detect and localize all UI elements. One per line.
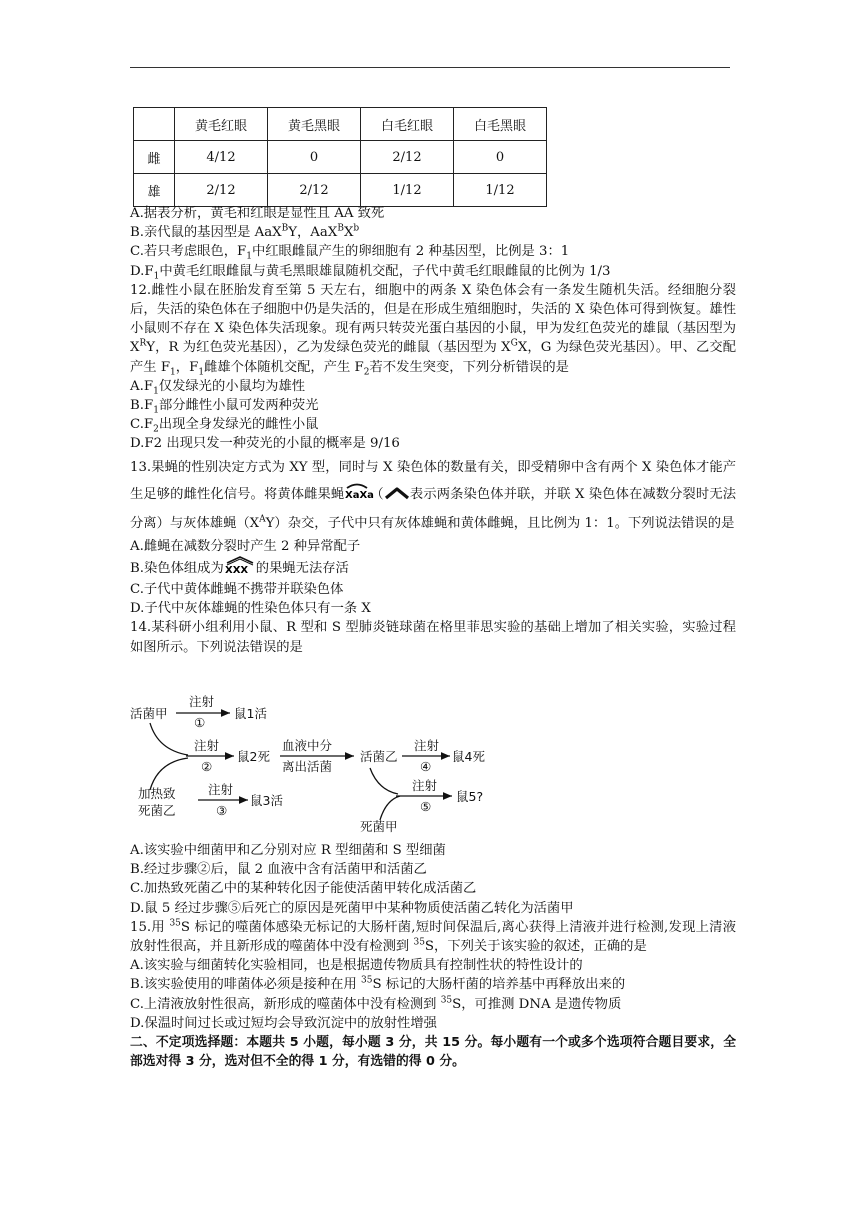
label-mouse2: 鼠2死 <box>237 749 270 764</box>
label-inject-2: 注射 <box>194 738 220 753</box>
label-mouse4: 鼠4死 <box>452 749 485 764</box>
label-heat-killed-2: 死菌乙 <box>138 803 176 818</box>
q14-stem: 14.某科研小组利用小鼠、R 型和 S 型肺炎链球菌在格里菲思实验的基础上增加了相关实验，实验过程如图所示。下列说法错误的是 <box>130 620 736 655</box>
label-inject-4: 注射 <box>414 738 440 753</box>
label-mouse1: 鼠1活 <box>234 706 267 721</box>
table-row <box>134 174 547 207</box>
table-header-cell: 黄毛黑眼 <box>268 108 361 141</box>
table-header-cell: 黄毛红眼 <box>175 108 268 141</box>
q14-option-b: B.经过步骤②后，鼠 2 血液中含有活菌甲和活菌乙 <box>130 862 427 878</box>
label-separate-2: 离出活菌 <box>282 759 333 774</box>
label-inject-5: 注射 <box>412 778 438 793</box>
q12-option-c: $C.F_2$出现全身发绿光的雌性小鼠 <box>130 417 319 435</box>
q14-option-d: D.鼠 5 经过步骤⑤后死亡的原因是死菌甲中某种物质使活菌乙转化为活菌甲 <box>130 900 574 916</box>
genotype-table <box>133 107 547 207</box>
label-mouse5: 鼠5? <box>456 789 484 804</box>
q15-option-c: C.上清液放射性很高，新形成的噬菌体中没有检测到 $^{35}$S，可推测 DNA 是遗传物质 <box>130 995 622 1012</box>
table-header-cell: 白毛黑眼 <box>454 108 547 141</box>
q13-option-d: D.子代中灰体雄蝇的性染色体只有一条 X <box>130 601 371 617</box>
table-cell: 1/12 <box>361 174 454 207</box>
label-live-bacteria-a: 活菌甲 <box>130 706 168 721</box>
table-header-cell <box>134 108 175 141</box>
attached-chromosome-icon <box>384 483 410 510</box>
label-separate-1: 血液中分 <box>282 738 333 753</box>
q11-option-c: C.若只考虑眼色，$F_1$中红眼雌鼠产生的卵细胞有 2 种基因型，比例是 3：1 <box>130 244 570 263</box>
svg-text:XXX: XXX <box>224 564 248 576</box>
q12-option-d: D.F2 出现只发一种荧光的小鼠的概率是 9/16 <box>130 436 400 452</box>
row-label: 雄 <box>134 174 175 207</box>
q12-option-a: $A.F_1$仅发绿光的小鼠均为雄性 <box>130 378 306 397</box>
questions-block-2 <box>130 841 736 1071</box>
merge-curve-top <box>150 723 188 755</box>
q13-option-a: A.雌蝇在减数分裂时产生 2 种异常配子 <box>130 538 361 554</box>
table-header-cell: 白毛红眼 <box>361 108 454 141</box>
table-cell: 1/12 <box>454 174 547 207</box>
row-label: 雌 <box>134 141 175 174</box>
table-cell: 2/12 <box>175 174 268 207</box>
table-header-row <box>134 108 547 141</box>
q13-stem: 13.果蝇的性别决定方式为 XY 型，同时与 X 染色体的数量有关，即受精卵中含有两个 X 染色体才能产生足够的雌性化信号。将黄体雌果蝇 XaXa （ 表示两条染色体并联，并联 X 染色体在减数分裂时无法分离）与灰体雄蝇$(X^AY)$杂交，子代中只有灰体雄蝇和黄体雌蝇，且比例为 1：1。下列说法错误的是 <box>130 459 737 531</box>
q11-option-b: B.亲代鼠的基因型是 AaX$^B$Y，$AaX^BX^b$ <box>130 223 360 241</box>
q11-option-a: A.据表分析，黄毛和红眼是显性且 AA 致死 <box>130 206 385 221</box>
q15-stem: 15.用 $^{35}$S 标记的噬菌体感染无标记的大肠杆菌,短时间保温后,离心获得上清液并进行检测,发现上清液放射性很高，并且新形成的噬菌体中没有检测到 $^{35}$S，下列关于该实验的叙述，正确的是 <box>130 918 737 955</box>
q13-option-b: B.染色体组成为 XXX 的果蝇无法存活 <box>130 556 736 580</box>
q13-option-c: C.子代中黄体雌蝇不携带并联染色体 <box>130 582 344 598</box>
q12-stem: 12.雌性小鼠在胚胎发育至第 5 天左右，细胞中的两条 X 染色体会有一条发生随机失活。经细胞分裂后，失活的染色体在子细胞中仍是失活的，但是在形成生殖细胞时，失活的 X 染色体可得到恢复。雄性小鼠则不存在 X 染色体失活现象。现有两只转荧光蛋白基因的小鼠，甲为发红色荧光的雄鼠（基因型为 $X^RY$，R 为红色荧光基因），乙为发绿色荧光的雌鼠（基因型为 $X^GX$，G 为绿色荧光基因）。甲、乙交配产生 $F_1$，$F_1$雌雄个体随机交配，产生 $F_2$若不发生突变，下列分析错误的是 <box>130 282 736 378</box>
table-cell: 2/12 <box>268 174 361 207</box>
label-dead-bacteria-a: 死菌甲 <box>360 819 398 834</box>
table-cell: 4/12 <box>175 141 268 174</box>
griffith-experiment-diagram <box>130 694 550 838</box>
table-cell: 0 <box>454 141 547 174</box>
label-mouse3: 鼠3活 <box>250 793 283 808</box>
label-inject-1: 注射 <box>189 694 215 709</box>
label-step3: ③ <box>216 803 228 818</box>
q14-option-a: A.该实验中细菌甲和乙分别对应 R 型细菌和 S 型细菌 <box>130 843 446 858</box>
questions-block-1 <box>130 204 736 657</box>
merge-curve-bottom-2 <box>380 796 400 820</box>
q15-option-b: B.该实验使用的啡菌体必须是接种在用 $^{35}$S 标记的大肠杆菌的培养基中再释放出来的 <box>130 976 626 993</box>
q15-option-d: D.保温时间过长或过短均会导致沉淀中的放射性增强 <box>130 1015 437 1031</box>
header-rule <box>130 67 730 68</box>
label-step2: ② <box>201 759 213 774</box>
table-cell: 2/12 <box>361 141 454 174</box>
q11-option-d: $D.F_1$中黄毛红眼雌鼠与黄毛黑眼雄鼠随机交配，子代中黄毛红眼雌鼠的比例为 1/3 <box>130 263 611 282</box>
q14-option-c: C.加热致死菌乙中的某种转化因子能使活菌甲转化成活菌乙 <box>130 881 477 897</box>
table-row <box>134 141 547 174</box>
label-live-bacteria-b: 活菌乙 <box>360 749 398 764</box>
q15-option-a: A.该实验与细菌转化实验相同，也是根据遗传物质具有控制性状的特性设计的 <box>130 958 583 974</box>
label-step4: ④ <box>420 759 432 774</box>
label-heat-killed-1: 加热致 <box>138 786 176 801</box>
attached-xx-symbol <box>344 482 375 510</box>
attached-xxx-symbol <box>224 556 256 580</box>
q12-option-b: $B.F_1$部分雌性小鼠可发两种荧光 <box>130 398 319 416</box>
table-cell: 0 <box>268 141 361 174</box>
svg-text:XaXa: XaXa <box>345 489 375 501</box>
label-step5: ⑤ <box>420 799 432 814</box>
label-inject-3: 注射 <box>208 782 234 797</box>
label-step1: ① <box>194 715 206 730</box>
section-2-heading: 二、不定项选择题：本题共 5 小题，每小题 3 分，共 15 分。每小题有一个或多个选项符合题目要求，全部选对得 3 分，选对但不全的得 1 分，有选错的得 0 分。 <box>130 1035 736 1070</box>
merge-curve-top-2 <box>370 768 398 794</box>
